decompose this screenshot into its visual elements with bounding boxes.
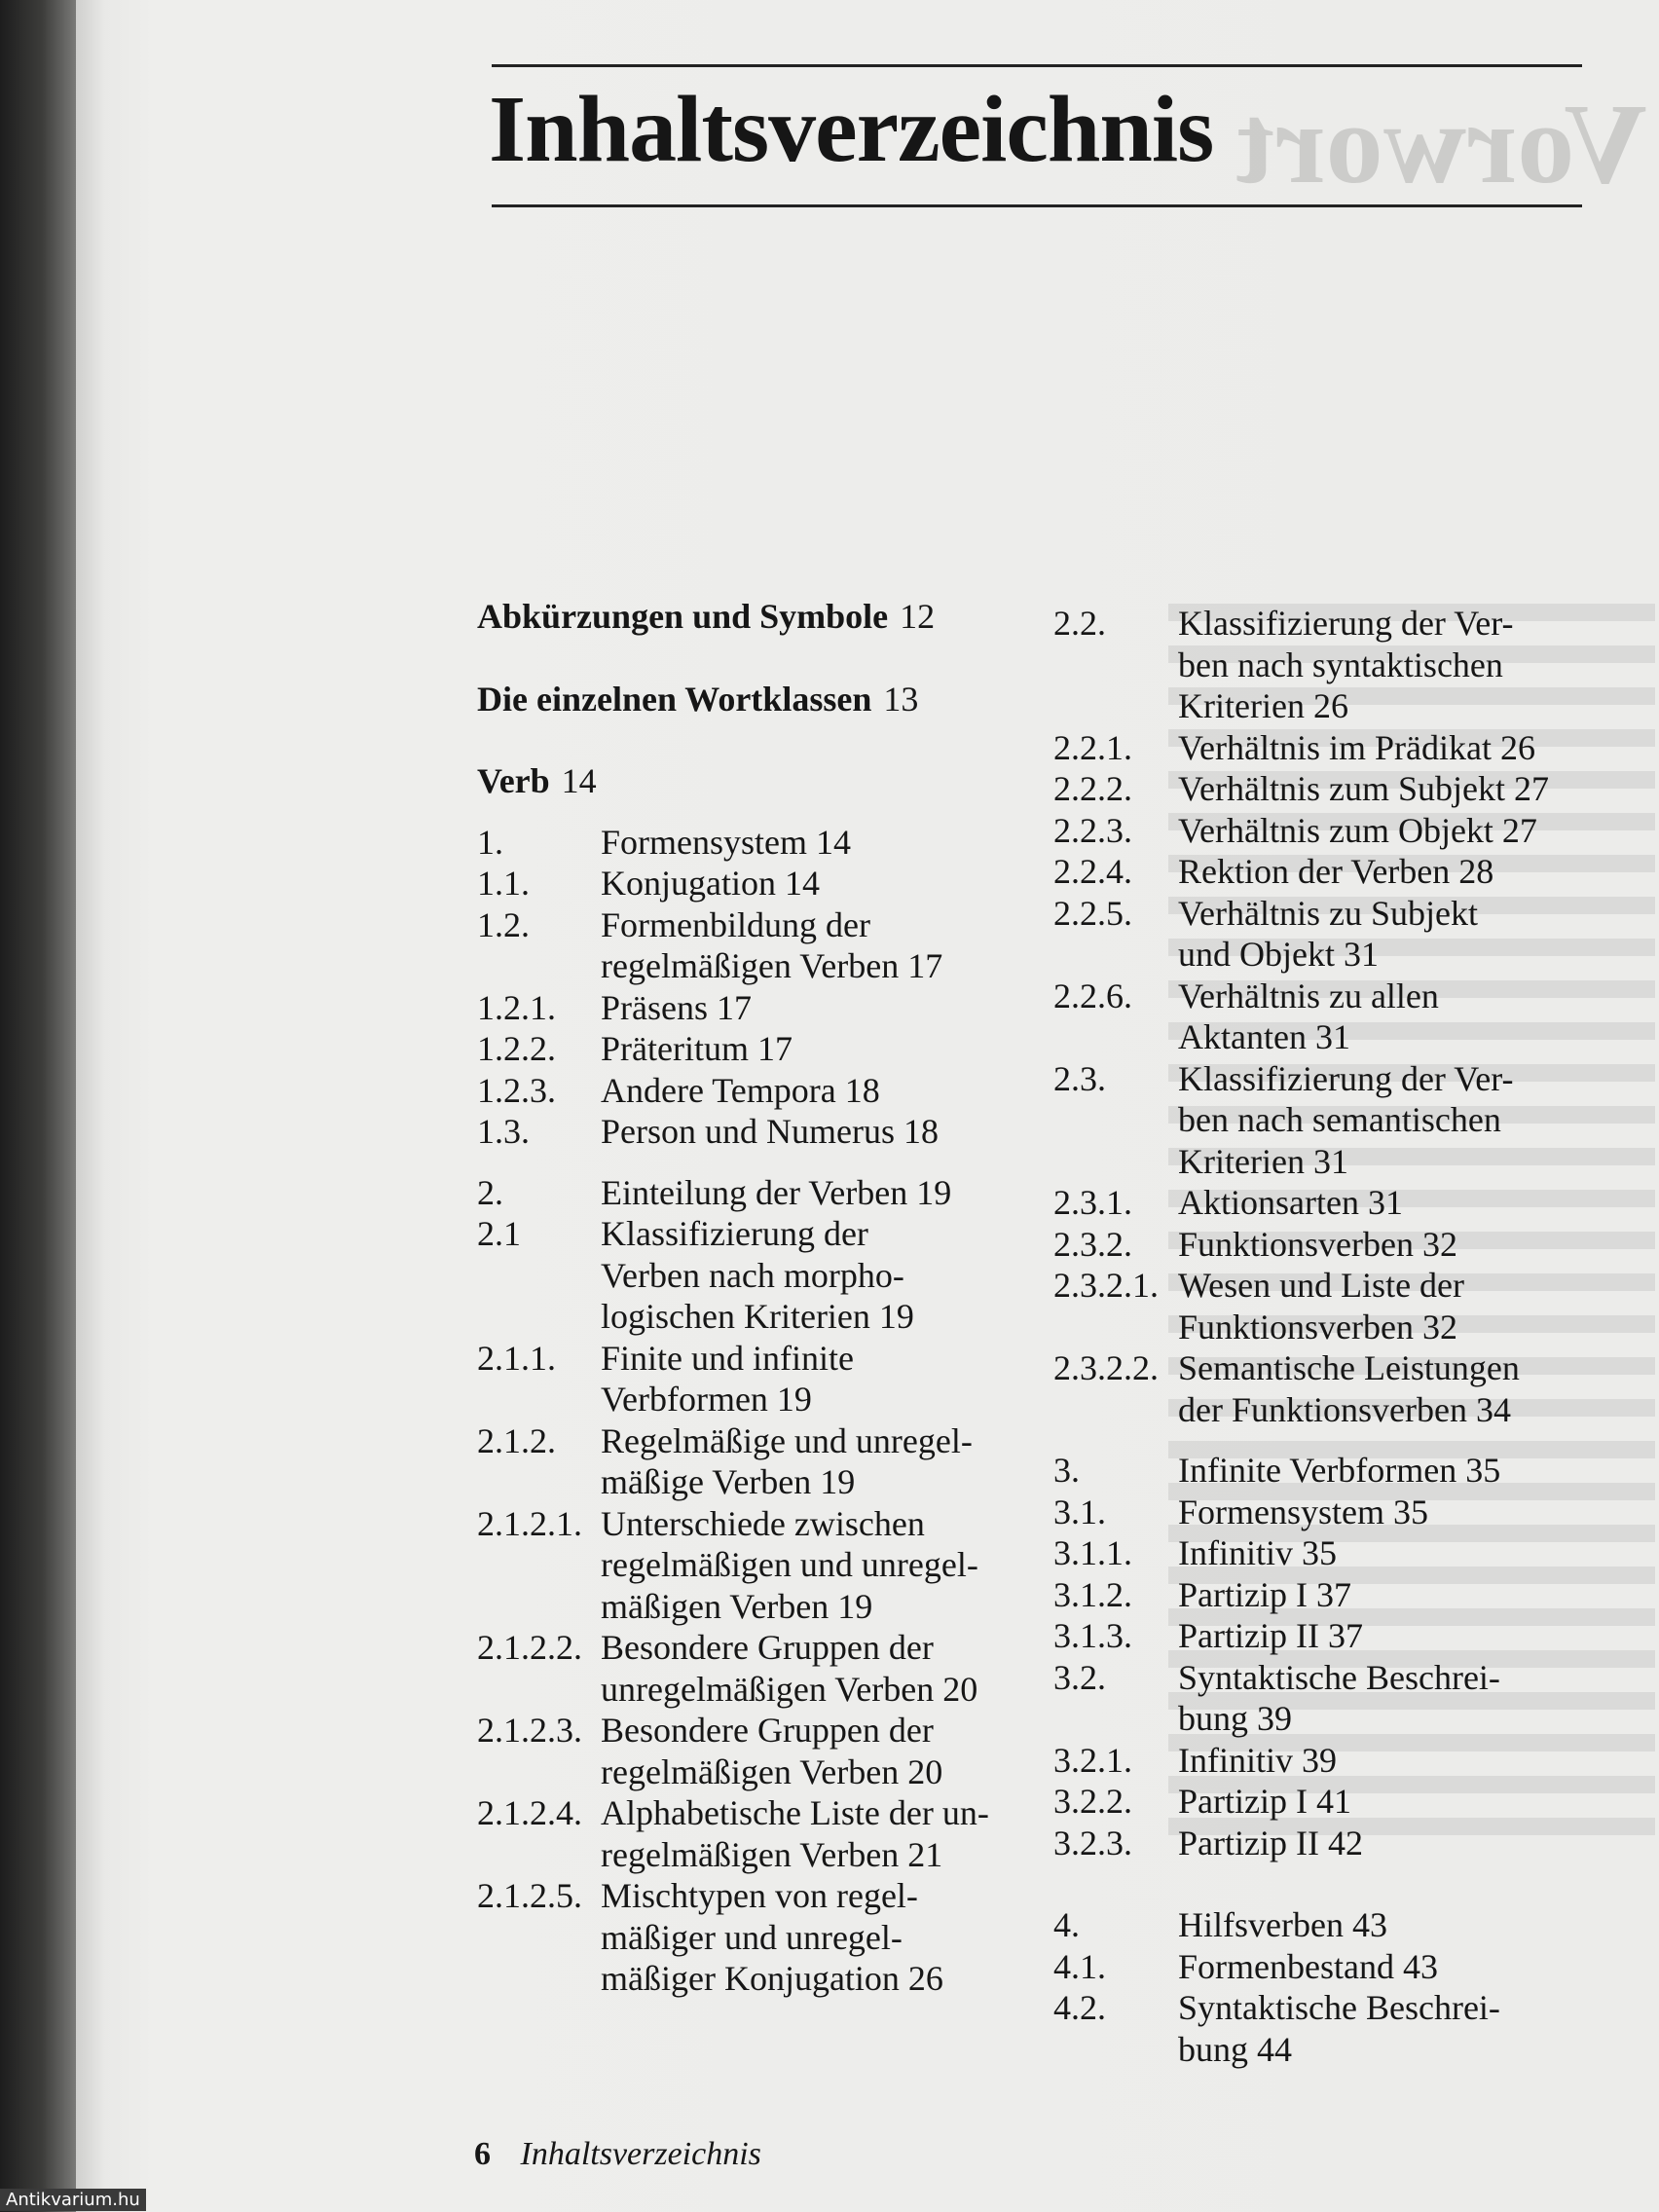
toc-entry-title — [601, 904, 1022, 987]
toc-entry — [1053, 1987, 1579, 2070]
toc-entry-line: Regelmäßige und unregel- — [601, 1420, 973, 1460]
toc-entry-line: Partizip I 37 — [1178, 1574, 1351, 1614]
toc-entry — [1053, 1265, 1579, 1347]
toc-entry-title — [601, 1710, 1022, 1792]
toc-heading-title: Abkürzungen und Symbole — [477, 597, 889, 636]
toc-entry — [477, 1503, 1022, 1628]
toc-entry — [1053, 1781, 1579, 1823]
toc-entry-number: 1.2.2. — [477, 1029, 556, 1068]
toc-entry-line: Alphabetische Liste der un- — [601, 1793, 989, 1832]
toc-entry — [1053, 1532, 1579, 1574]
toc-entry-title — [601, 987, 1022, 1029]
toc-entry — [1053, 768, 1579, 810]
spacer — [1053, 1430, 1579, 1450]
toc-entry-title — [601, 1627, 1022, 1710]
toc-entry — [477, 1213, 1022, 1338]
toc-entry-line: Wesen und Liste der — [1178, 1266, 1465, 1305]
toc-heading-title: Die einzelnen Wortklassen — [477, 679, 872, 719]
toc-entry-title — [601, 1875, 1022, 2000]
toc-entry-line: mäßiger Konjugation 26 — [601, 1959, 943, 1998]
toc-entry-line: Konjugation 14 — [601, 864, 820, 903]
footer-running-title: Inhaltsverzeichnis — [520, 2136, 761, 2172]
toc-entry — [1053, 1347, 1579, 1430]
toc-entry-line: mäßige Verben 19 — [601, 1462, 856, 1501]
toc-entry-title — [1178, 1532, 1579, 1574]
toc-entry-title — [601, 1028, 1022, 1070]
toc-entry-line: Unterschiede zwischen — [601, 1503, 925, 1543]
page-title: Inhaltsverzeichnis — [489, 77, 1214, 182]
toc-entry-title — [1178, 1657, 1579, 1740]
toc-entry-line: bung 39 — [1178, 1699, 1292, 1738]
toc-entry-title — [1178, 810, 1579, 852]
toc-entry-line: Kriterien 31 — [1178, 1141, 1348, 1181]
title-rule-top — [492, 64, 1582, 67]
toc-entry-line: Infinitiv 35 — [1178, 1533, 1337, 1572]
toc-entry-number: 3.2.3. — [1053, 1823, 1132, 1862]
toc-entry — [1053, 1058, 1579, 1183]
toc-entry-line: ben nach semantischen — [1178, 1100, 1501, 1139]
toc-entry-number: 3.1.1. — [1053, 1533, 1132, 1572]
toc-entry-number: 2.2. — [1053, 604, 1106, 643]
toc-entry-line: Formensystem 14 — [601, 822, 851, 862]
toc-entry-title — [601, 1420, 1022, 1503]
toc-entry-number: 2.3.1. — [1053, 1183, 1132, 1222]
toc-entry-line: regelmäßigen Verben 20 — [601, 1751, 943, 1791]
toc-entry-line: Präsens 17 — [601, 987, 752, 1027]
toc-entry-line: und Objekt 31 — [1178, 935, 1379, 974]
toc-entry-title — [1178, 1492, 1579, 1533]
toc-entry-title — [601, 1792, 1022, 1875]
toc-entry-title — [1178, 851, 1579, 893]
toc-entry-line: Kriterien 26 — [1178, 686, 1348, 725]
toc-entry-line: Verhältnis zu Subjekt — [1178, 893, 1478, 933]
toc-entry-number: 2.2.1. — [1053, 727, 1132, 767]
toc-entry-number: 3.2.1. — [1053, 1740, 1132, 1780]
toc-entry-title — [1178, 1823, 1579, 1864]
toc-entry — [477, 1627, 1022, 1710]
book-spine-shadow — [0, 0, 76, 2212]
toc-entry-line: Aktionsarten 31 — [1178, 1183, 1403, 1222]
spacer — [477, 802, 1022, 822]
spacer — [477, 719, 1022, 760]
toc-entry-line: mäßigen Verben 19 — [601, 1586, 873, 1626]
toc-entry — [1053, 1904, 1579, 1946]
toc-entry-line: Formenbildung der — [601, 904, 870, 944]
spacer — [1053, 1863, 1579, 1904]
toc-entry-number: 2.2.4. — [1053, 852, 1132, 891]
toc-entry-title — [1178, 1574, 1579, 1616]
toc-entry-number: 2.2.6. — [1053, 976, 1132, 1015]
toc-entry-line: Finite und infinite — [601, 1338, 854, 1378]
toc-entry — [1053, 1450, 1579, 1492]
toc-entry-line: Syntaktische Beschrei- — [1178, 1657, 1500, 1697]
toc-entry — [1053, 810, 1579, 852]
toc-entry-number: 3.1.3. — [1053, 1616, 1132, 1655]
toc-entry — [477, 1028, 1022, 1070]
toc-entry — [477, 1792, 1022, 1875]
toc-entry-number: 1.2. — [477, 904, 530, 944]
toc-entry-line: regelmäßigen Verben 17 — [601, 946, 943, 985]
toc-entry-number: 2.3.2.1. — [1053, 1266, 1159, 1305]
toc-entry — [1053, 1823, 1579, 1864]
toc-entry — [1053, 1492, 1579, 1533]
toc-entry-line: Mischtypen von regel- — [601, 1876, 918, 1915]
toc-entry-line: unregelmäßigen Verben 20 — [601, 1669, 978, 1709]
toc-entry — [477, 1172, 1022, 1214]
toc-entry-number: 1.2.1. — [477, 987, 556, 1027]
toc-entry-number: 2.1.2.5. — [477, 1876, 582, 1915]
toc-entry-title — [1178, 768, 1579, 810]
toc-entry-line: Verhältnis zum Subjekt 27 — [1178, 769, 1549, 808]
toc-entry-number: 2.1.2.4. — [477, 1793, 582, 1832]
toc-entry — [477, 1420, 1022, 1503]
toc-entry-line: Verhältnis zum Objekt 27 — [1178, 810, 1537, 850]
toc-entry-number: 4. — [1053, 1905, 1080, 1944]
toc-entry-number: 4.1. — [1053, 1946, 1106, 1986]
toc-entry-line: Andere Tempora 18 — [601, 1070, 880, 1110]
toc-heading-page: 14 — [561, 761, 597, 800]
toc-entry-number: 3.1. — [1053, 1492, 1106, 1531]
toc-entry — [1053, 727, 1579, 769]
toc-entry-title — [1178, 1740, 1579, 1782]
spacer — [477, 638, 1022, 679]
toc-entry-line: Formensystem 35 — [1178, 1492, 1428, 1531]
toc-entry-title — [1178, 1347, 1579, 1430]
toc-entry-number: 1.2.3. — [477, 1070, 556, 1110]
toc-entry-line: Klassifizierung der Ver- — [1178, 604, 1514, 643]
toc-entry-title — [1178, 1265, 1579, 1347]
toc-entry — [1053, 1574, 1579, 1616]
toc-entry-line: logischen Kriterien 19 — [601, 1297, 914, 1336]
title-rule-bottom — [492, 204, 1582, 207]
toc-entry-line: Infinite Verbformen 35 — [1178, 1451, 1501, 1490]
toc-entry-title — [601, 1111, 1022, 1153]
toc-entry — [1053, 1224, 1579, 1266]
toc-entry-number: 2.2.5. — [1053, 893, 1132, 933]
toc-entry-line: Verbformen 19 — [601, 1380, 812, 1419]
toc-entry-line: der Funktionsverben 34 — [1178, 1389, 1511, 1429]
toc-left-column — [477, 596, 1022, 2000]
toc-entry-line: Klassifizierung der — [601, 1214, 868, 1253]
toc-section-heading — [477, 596, 1022, 638]
watermark: Antikvarium.hu — [0, 2189, 146, 2211]
toc-entry-line: Einteilung der Verben 19 — [601, 1172, 952, 1212]
toc-entry-line: Hilfsverben 43 — [1178, 1905, 1387, 1944]
toc-entry-line: ben nach syntaktischen — [1178, 645, 1503, 684]
toc-entry — [1053, 1740, 1579, 1782]
toc-entry-line: regelmäßigen und unregel- — [601, 1545, 978, 1584]
toc-entry-line: Partizip II 42 — [1178, 1823, 1363, 1862]
toc-right-column — [1053, 603, 1579, 2070]
toc-entry — [477, 1338, 1022, 1420]
toc-entry-number: 2.1.2.3. — [477, 1711, 582, 1750]
toc-entry — [1053, 1182, 1579, 1224]
toc-entry-title — [601, 1338, 1022, 1420]
toc-entry-line: Person und Numerus 18 — [601, 1112, 939, 1151]
toc-entry — [1053, 893, 1579, 976]
toc-entry-number: 3.2.2. — [1053, 1782, 1132, 1821]
toc-entry — [477, 1875, 1022, 2000]
toc-entry-title — [1178, 1946, 1579, 1988]
toc-entry — [477, 1070, 1022, 1112]
toc-entry-title — [1178, 1987, 1579, 2070]
toc-entry-title — [1178, 1058, 1579, 1183]
toc-entry — [1053, 1657, 1579, 1740]
toc-entry-line: Funktionsverben 32 — [1178, 1224, 1457, 1264]
toc-entry-line: Besondere Gruppen der — [601, 1628, 934, 1667]
toc-entry-title — [601, 1070, 1022, 1112]
toc-entry — [477, 904, 1022, 987]
toc-entry-line: Formenbestand 43 — [1178, 1946, 1438, 1986]
toc-entry-number: 2.1.2. — [477, 1420, 556, 1460]
toc-entry-number: 4.2. — [1053, 1988, 1106, 2027]
toc-section-heading — [477, 760, 1022, 802]
toc-entry-line: regelmäßigen Verben 21 — [601, 1834, 943, 1874]
toc-entry — [477, 1111, 1022, 1153]
toc-entry — [477, 822, 1022, 864]
toc-entry-number: 2.1.1. — [477, 1338, 556, 1378]
toc-entry-title — [1178, 1224, 1579, 1266]
toc-entry-line: Partizip II 37 — [1178, 1616, 1363, 1655]
toc-entry — [477, 987, 1022, 1029]
toc-entry-number: 2.1.2.1. — [477, 1503, 582, 1543]
toc-entry — [1053, 976, 1579, 1058]
toc-entry-number: 2.1 — [477, 1214, 521, 1253]
toc-entry-number: 2.3.2. — [1053, 1224, 1132, 1264]
toc-entry-number: 2.2.3. — [1053, 810, 1132, 850]
toc-entry-line: mäßiger und unregel- — [601, 1917, 903, 1957]
toc-heading-title: Verb — [477, 761, 550, 800]
toc-entry — [477, 1710, 1022, 1792]
toc-entry-line: Besondere Gruppen der — [601, 1711, 934, 1750]
toc-entry-line: Präteritum 17 — [601, 1029, 793, 1068]
toc-entry-number: 3. — [1053, 1451, 1080, 1490]
page-footer — [474, 2136, 761, 2173]
toc-entry-title — [1178, 1615, 1579, 1657]
toc-entry-title — [1178, 727, 1579, 769]
footer-page-number: 6 — [474, 2136, 491, 2172]
toc-entry-number: 3.1.2. — [1053, 1574, 1132, 1614]
toc-entry-title — [601, 863, 1022, 904]
toc-entry-title — [1178, 976, 1579, 1058]
toc-entry-title — [1178, 1904, 1579, 1946]
toc-entry-line: Semantische Leistungen — [1178, 1348, 1520, 1387]
toc-entry-line: Infinitiv 39 — [1178, 1740, 1337, 1780]
toc-heading-page: 13 — [883, 679, 919, 719]
toc-entry-number: 1. — [477, 822, 503, 862]
toc-entry — [477, 863, 1022, 904]
toc-entry-number: 1.3. — [477, 1112, 530, 1151]
toc-entry-line: Verhältnis im Prädikat 26 — [1178, 727, 1535, 767]
toc-entry-line: Syntaktische Beschrei- — [1178, 1988, 1500, 2027]
toc-entry-line: Partizip I 41 — [1178, 1782, 1351, 1821]
toc-section-heading — [477, 679, 1022, 720]
toc-entry-title — [601, 1503, 1022, 1628]
toc-entry-line: Funktionsverben 32 — [1178, 1307, 1457, 1346]
toc-entry-title — [1178, 1450, 1579, 1492]
toc-entry-number: 2.3.2.2. — [1053, 1348, 1159, 1387]
toc-entry-title — [1178, 893, 1579, 976]
toc-entry-title — [1178, 1182, 1579, 1224]
toc-entry-line: bung 44 — [1178, 2029, 1292, 2069]
toc-entry-line: Verhältnis zu allen — [1178, 976, 1439, 1015]
toc-entry — [1053, 851, 1579, 893]
toc-entry-title — [1178, 603, 1579, 727]
toc-entry-number: 2.1.2.2. — [477, 1628, 582, 1667]
toc-entry-title — [1178, 1781, 1579, 1823]
toc-entry-line: Aktanten 31 — [1178, 1017, 1350, 1056]
toc-entry-title — [601, 1172, 1022, 1214]
toc-entry-line: Rektion der Verben 28 — [1178, 852, 1494, 891]
toc-entry — [1053, 603, 1579, 727]
toc-entry-title — [601, 1213, 1022, 1338]
toc-entry-number: 2.2.2. — [1053, 769, 1132, 808]
toc-heading-page: 12 — [900, 597, 936, 636]
toc-entry-number: 3.2. — [1053, 1657, 1106, 1697]
toc-entry-number: 2. — [477, 1172, 503, 1212]
toc-entry-line: Klassifizierung der Ver- — [1178, 1058, 1514, 1098]
toc-entry-line: Verben nach morpho- — [601, 1255, 904, 1295]
spacer — [477, 1153, 1022, 1172]
toc-entry-number: 2.3. — [1053, 1058, 1106, 1098]
toc-entry — [1053, 1946, 1579, 1988]
toc-entry — [1053, 1615, 1579, 1657]
toc-entry-title — [601, 822, 1022, 864]
toc-entry-number: 1.1. — [477, 864, 530, 903]
